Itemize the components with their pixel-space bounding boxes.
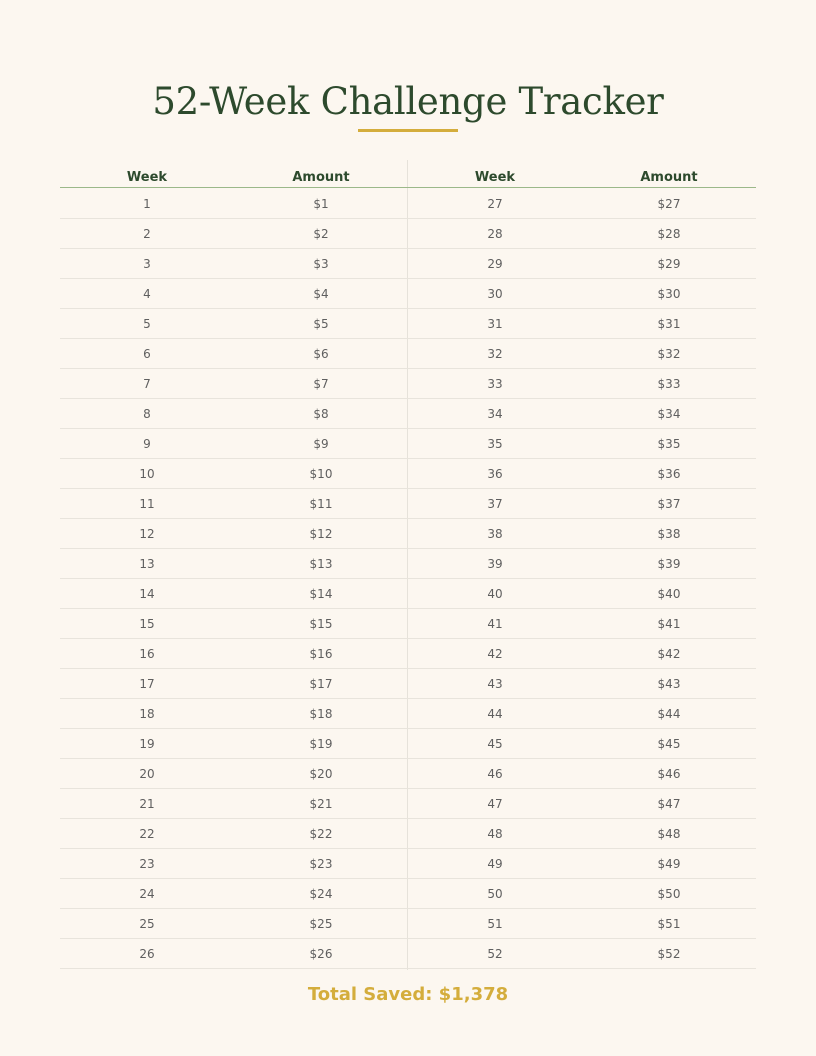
week-cell: 35 xyxy=(487,437,503,451)
table-row xyxy=(60,279,756,309)
week-cell: 26 xyxy=(139,947,155,961)
amount-cell: $2 xyxy=(313,227,329,241)
week-cell: 4 xyxy=(143,287,151,301)
amount-cell: $41 xyxy=(657,617,681,631)
week-cell: 24 xyxy=(139,887,155,901)
week-cell: 27 xyxy=(487,197,503,211)
week-cell: 10 xyxy=(139,467,155,481)
week-cell: 31 xyxy=(487,317,503,331)
table-header-row xyxy=(60,160,756,188)
week-cell: 43 xyxy=(487,677,503,691)
amount-cell: $28 xyxy=(657,227,681,241)
week-cell: 29 xyxy=(487,257,503,271)
total-saved: Total Saved: $1,378 xyxy=(307,984,509,1005)
amount-cell: $18 xyxy=(309,707,333,721)
table-row xyxy=(60,699,756,729)
week-cell: 11 xyxy=(139,497,155,511)
amount-cell: $51 xyxy=(657,917,681,931)
amount-cell: $7 xyxy=(313,377,329,391)
week-cell: 37 xyxy=(487,497,503,511)
week-cell: 7 xyxy=(143,377,151,391)
week-cell: 41 xyxy=(487,617,503,631)
table-row xyxy=(60,759,756,789)
amount-cell: $49 xyxy=(657,857,681,871)
week-cell: 25 xyxy=(139,917,155,931)
week-cell: 48 xyxy=(487,827,503,841)
week-cell: 12 xyxy=(139,527,155,541)
amount-cell: $6 xyxy=(313,347,329,361)
amount-cell: $42 xyxy=(657,647,681,661)
amount-cell: $17 xyxy=(309,677,333,691)
week-cell: 5 xyxy=(143,317,151,331)
week-cell: 13 xyxy=(139,557,155,571)
amount-cell: $4 xyxy=(313,287,329,301)
amount-cell: $3 xyxy=(313,257,329,271)
amount-cell: $26 xyxy=(309,947,333,961)
table-row xyxy=(60,399,756,429)
table-row xyxy=(60,549,756,579)
amount-cell: $11 xyxy=(309,497,333,511)
table-row xyxy=(60,639,756,669)
page-title: 52-Week Challenge Tracker xyxy=(152,80,664,123)
amount-cell: $35 xyxy=(657,437,681,451)
table-row xyxy=(60,519,756,549)
week-cell: 47 xyxy=(487,797,503,811)
week-cell: 16 xyxy=(139,647,155,661)
title-underline xyxy=(358,129,458,132)
amount-cell: $44 xyxy=(657,707,681,721)
week-cell: 40 xyxy=(487,587,503,601)
table-row xyxy=(60,909,756,939)
table-row xyxy=(60,729,756,759)
week-cell: 18 xyxy=(139,707,155,721)
amount-cell: $48 xyxy=(657,827,681,841)
week-cell: 45 xyxy=(487,737,503,751)
week-cell: 1 xyxy=(143,197,151,211)
week-cell: 50 xyxy=(487,887,503,901)
header-amount-right: Amount xyxy=(640,170,698,185)
week-cell: 2 xyxy=(143,227,151,241)
week-cell: 38 xyxy=(487,527,503,541)
amount-cell: $47 xyxy=(657,797,681,811)
week-cell: 34 xyxy=(487,407,503,421)
amount-cell: $31 xyxy=(657,317,681,331)
amount-cell: $21 xyxy=(309,797,333,811)
table-row xyxy=(60,879,756,909)
week-cell: 39 xyxy=(487,557,503,571)
amount-cell: $19 xyxy=(309,737,333,751)
table-row xyxy=(60,189,756,219)
week-cell: 14 xyxy=(139,587,155,601)
amount-cell: $16 xyxy=(309,647,333,661)
amount-cell: $14 xyxy=(309,587,333,601)
amount-cell: $34 xyxy=(657,407,681,421)
week-cell: 33 xyxy=(487,377,503,391)
week-cell: 19 xyxy=(139,737,155,751)
week-cell: 22 xyxy=(139,827,155,841)
table-row xyxy=(60,819,756,849)
week-cell: 8 xyxy=(143,407,151,421)
amount-cell: $33 xyxy=(657,377,681,391)
amount-cell: $8 xyxy=(313,407,329,421)
amount-cell: $43 xyxy=(657,677,681,691)
table-row xyxy=(60,459,756,489)
amount-cell: $24 xyxy=(309,887,333,901)
amount-cell: $12 xyxy=(309,527,333,541)
amount-cell: $29 xyxy=(657,257,681,271)
table-row xyxy=(60,669,756,699)
week-cell: 9 xyxy=(143,437,151,451)
amount-cell: $10 xyxy=(309,467,333,481)
week-cell: 23 xyxy=(139,857,155,871)
week-cell: 28 xyxy=(487,227,503,241)
week-cell: 49 xyxy=(487,857,503,871)
week-cell: 20 xyxy=(139,767,155,781)
week-cell: 51 xyxy=(487,917,503,931)
header-week-left: Week xyxy=(126,170,168,185)
amount-cell: $30 xyxy=(657,287,681,301)
amount-cell: $32 xyxy=(657,347,681,361)
table-row xyxy=(60,489,756,519)
amount-cell: $39 xyxy=(657,557,681,571)
table-body xyxy=(60,189,756,969)
week-cell: 30 xyxy=(487,287,503,301)
table-row xyxy=(60,609,756,639)
table-row xyxy=(60,939,756,969)
amount-cell: $36 xyxy=(657,467,681,481)
week-cell: 17 xyxy=(139,677,155,691)
week-cell: 44 xyxy=(487,707,503,721)
amount-cell: $5 xyxy=(313,317,329,331)
week-cell: 32 xyxy=(487,347,503,361)
amount-cell: $52 xyxy=(657,947,681,961)
amount-cell: $46 xyxy=(657,767,681,781)
table-row xyxy=(60,849,756,879)
amount-cell: $50 xyxy=(657,887,681,901)
amount-cell: $27 xyxy=(657,197,681,211)
week-cell: 21 xyxy=(139,797,155,811)
amount-cell: $38 xyxy=(657,527,681,541)
header-week-right: Week xyxy=(474,170,516,185)
table-row xyxy=(60,309,756,339)
table-row xyxy=(60,429,756,459)
amount-cell: $45 xyxy=(657,737,681,751)
week-cell: 42 xyxy=(487,647,503,661)
week-cell: 52 xyxy=(487,947,503,961)
amount-cell: $1 xyxy=(313,197,329,211)
amount-cell: $9 xyxy=(313,437,329,451)
week-cell: 36 xyxy=(487,467,503,481)
amount-cell: $22 xyxy=(309,827,333,841)
amount-cell: $40 xyxy=(657,587,681,601)
amount-cell: $25 xyxy=(309,917,333,931)
table-row xyxy=(60,249,756,279)
table-row xyxy=(60,579,756,609)
header-amount-left: Amount xyxy=(292,170,350,185)
amount-cell: $20 xyxy=(309,767,333,781)
week-cell: 3 xyxy=(143,257,151,271)
amount-cell: $15 xyxy=(309,617,333,631)
week-cell: 15 xyxy=(139,617,155,631)
table-row xyxy=(60,369,756,399)
amount-cell: $23 xyxy=(309,857,333,871)
week-cell: 6 xyxy=(143,347,151,361)
amount-cell: $13 xyxy=(309,557,333,571)
table-row xyxy=(60,339,756,369)
week-cell: 46 xyxy=(487,767,503,781)
table-row xyxy=(60,219,756,249)
amount-cell: $37 xyxy=(657,497,681,511)
table-row xyxy=(60,789,756,819)
